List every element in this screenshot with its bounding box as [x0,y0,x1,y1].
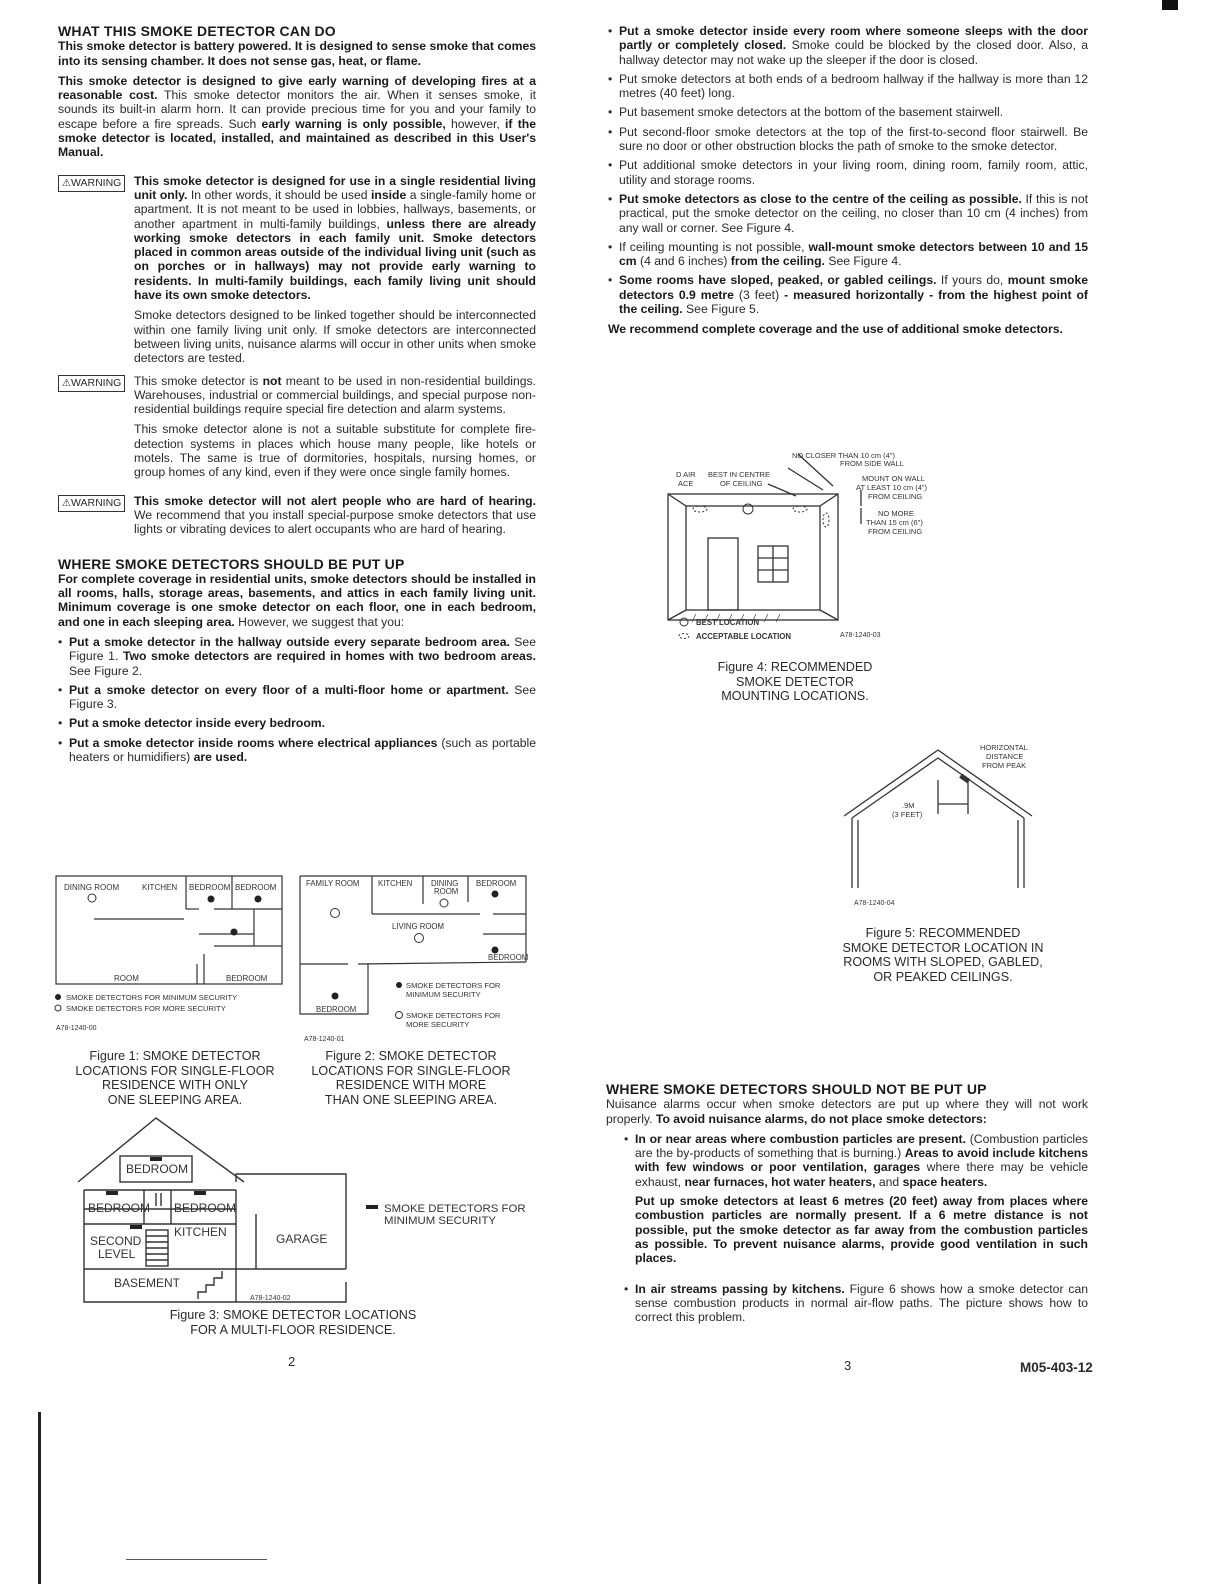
warning-label: ⚠WARNING [58,175,125,192]
figure-4-room-diagram [648,446,948,646]
fig4-label: MOUNT ON WALL [862,474,925,483]
fig2-room-label: BEDROOM [316,1005,357,1014]
fig4-label: FROM CEILING [868,527,923,536]
warning-block-residential [58,174,536,366]
warning-hearing-text: This smoke detector will not alert people who are hard of hearing. We recommend that you install special-purpose smoke detectors that use lights or vibrating devices to alert occupants who are hard of hearing. [134,493,536,537]
fig2-room-label: FAMILY ROOM [306,879,360,888]
fig1-required-detector [208,896,215,903]
section-title-can-do: WHAT THIS SMOKE DETECTOR CAN DO [58,23,336,39]
fig1-optional-detector [88,894,96,902]
list-item: • Put basement smoke detectors at the bottom of the basement stairwell. [608,105,1088,119]
fig2-optional-detector [440,899,448,907]
warning-label: ⚠WARNING [58,495,125,512]
list-item: • If ceiling mounting is not possible, wall-mount smoke detectors between 10 and 15 cm (4 and 6 inches) from the ceiling. See Figure 4. [608,240,1088,269]
fig3-room-label: BASEMENT [114,1276,181,1290]
fig4-label: NO CLOSER THAN 10 cm (4") [792,451,895,460]
caption-line: OR PEAKED CEILINGS. [873,969,1013,984]
fig3-room-label: BEDROOM [126,1162,189,1176]
page-number-left: 2 [288,1354,296,1369]
list-item: • Put a smoke detector inside every bedroom. [58,716,536,730]
list-item: • In or near areas where combustion particles are present. (Combustion particles are the by-products of something that is burning.) Areas to avoid include kitchens with few windows or poor ventilation, garages where there may be vehicle exhaust, near furnaces, hot water heaters, and space heaters. [624,1132,1088,1189]
caption-line: FOR A MULTI-FLOOR RESIDENCE. [190,1322,396,1337]
fig3-room-label: BEDROOM [174,1201,237,1215]
section-not-put-up [606,1082,1088,1329]
fig3-detector-mark [130,1225,142,1229]
figure-5-peaked-ceiling [838,738,1048,910]
fig1-room-label: DINING ROOM [64,883,120,892]
caption-line: Figure 3: SMOKE DETECTOR LOCATIONS [169,1308,417,1322]
fig1-room-label: KITCHEN [142,883,178,892]
fig5-label: DISTANCE [986,752,1024,761]
fig3-room-label: BEDROOM [88,1201,151,1215]
page-number-right: 3 [844,1358,852,1373]
fig1-legend-filled-dot [55,994,61,1000]
fig3-legend-mark [366,1205,378,1209]
caption-line: THAN ONE SLEEPING AREA. [324,1092,498,1107]
figure-2-caption [298,1049,524,1107]
avoid-list [606,1282,1088,1325]
fig4-label: BEST IN CENTRE [708,470,770,479]
caption-line: Figure 4: RECOMMENDED [717,660,873,674]
fig2-room-label: KITCHEN [378,879,413,888]
fig2-legend-more: MORE SECURITY [406,1020,470,1029]
fig2-legend-min: SMOKE DETECTORS FOR [406,981,501,990]
fig4-code: A78-1240-03 [840,632,881,639]
list-item: • Put a smoke detector inside rooms where electrical appliances (such as portable heaters or humidifiers) are used. [58,736,536,765]
figure-4-caption [700,660,890,704]
caption-line: ONE SLEEPING AREA. [107,1092,243,1107]
caption-line: ROOMS WITH SLOPED, GABLED, [843,955,1043,969]
fig2-room-label: LIVING ROOM [392,922,444,931]
fig3-detector-mark [150,1157,162,1161]
fig3-room-label: KITCHEN [174,1225,227,1239]
figure-3-caption [120,1308,466,1337]
fig5-label: HORIZONTAL [980,743,1028,752]
fig4-label: FROM CEILING [868,492,923,501]
fig2-legend-open-dot [396,1012,403,1019]
fig2-required-detector [332,993,339,1000]
list-item: • Put second-floor smoke detectors at the top of the first-to-second floor stairwell. Be sure no door or other obstruction blocks the path of smoke to the smoke detector. [608,125,1088,154]
fig4-acceptable-location [823,513,829,527]
scan-underline [126,1559,267,1560]
fig1-room-label: BEDROOM [226,974,268,983]
fig2-room-label: DINING [431,879,459,888]
fig5-label: .9M [902,801,915,810]
fig2-optional-detector [415,934,424,943]
fig4-label: FROM SIDE WALL [840,459,904,468]
paragraph-coverage: For complete coverage in residential units, smoke detectors should be installed in all rooms, halls, storage areas, basements, and attics in each family living unit. Minimum coverage is one smoke detector on each floor, one in each bedroom, and one in each sleeping area. However, we suggest that you: [58,571,536,629]
fig4-legend-best-icon [680,618,688,626]
fig3-room-label: SECOND [90,1234,142,1248]
scan-edge-line [38,1412,41,1584]
figure-2-floorplan [298,874,548,1046]
fig1-legend-open-dot [55,1005,61,1011]
placement-list-continued [608,24,1088,316]
section-title-put-up: WHERE SMOKE DETECTORS SHOULD BE PUT UP [58,555,405,572]
fig5-code: A78-1240-04 [854,900,895,907]
fig2-room-label: BEDROOM [476,879,517,888]
caption-line: Figure 1: SMOKE DETECTOR [89,1049,261,1063]
warning-triangle-icon: ⚠ [62,497,71,509]
fig2-optional-detector [331,909,340,918]
fig1-room-label: BEDROOM [189,883,231,892]
warning-triangle-icon: ⚠ [62,177,71,189]
fig1-room-label: BEDROOM [235,883,277,892]
fig4-label: ACE [678,479,694,488]
figure-1-caption [58,1049,292,1107]
list-item: • Put smoke detectors at both ends of a bedroom hallway if the hallway is more than 12 metres (40 feet) long. [608,72,1088,101]
paragraph-nuisance: Nuisance alarms occur when smoke detectors are put up where they will not work properly. To avoid nuisance alarms, do not place smoke detectors: [606,1097,1088,1126]
warning-block-hearing [58,494,536,537]
caption-line: LOCATIONS FOR SINGLE-FLOOR [75,1063,275,1078]
fig2-legend-more: SMOKE DETECTORS FOR [406,1011,501,1020]
fig4-label: AT LEAST 10 cm (4") [856,483,928,492]
fig2-room-label: BEDROOM [488,953,529,962]
warning-substitute-text: This smoke detector alone is not a suitable substitute for complete fire-detection systems in places which house many people, like hotels or motels. The same is true of dormitories, hospitals, nursing homes, or group homes of any kind, even if they were once single family homes. [134,422,536,480]
fig2-room-label: ROOM [434,887,459,896]
fig4-acceptable-location [693,506,707,512]
fig3-detector-mark [194,1191,206,1195]
warning-triangle-icon: ⚠ [62,377,71,389]
fig4-legend-acceptable-icon [679,634,689,639]
caption-line: Figure 2: SMOKE DETECTOR [325,1049,497,1063]
placement-list [58,635,536,764]
list-item: • Put a smoke detector in the hallway outside every separate bedroom area. See Figure 1. Two smoke detectors are required in homes with two bedroom areas. See Figure 2. [58,635,536,678]
caption-line: RESIDENCE WITH ONLY [101,1078,248,1092]
warning-label: ⚠WARNING [58,375,125,392]
fig4-label: OF CEILING [720,479,763,488]
figure-5-caption [830,926,1056,984]
warning-residential-text: This smoke detector is designed for use in a single residential living unit only. In other words, it should be used inside a single-family home or apartment. It is not meant to be used in lobbies, hallways, basements, or another apartment in multi-family buildings, unless there are already working smoke detectors in each family unit. Smoke detectors placed in common areas outside of the individual living unit (such as on porches or in hallways) may not provide early warning to residents. In multi-family buildings, each family living unit should have its own smoke detectors. [134,173,537,303]
fig2-legend-filled-dot [396,982,402,988]
caption-line: RESIDENCE WITH MORE [335,1078,487,1092]
warning-nonres-text: This smoke detector is not meant to be used in non-residential buildings. Warehouses, industrial or commercial buildings, and special purpose non-residential buildings require special fire detection and alarm systems. [134,373,536,417]
avoid-list [606,1132,1088,1189]
paragraph-early-warning: This smoke detector is designed to give early warning of developing fires at a reasonable cost. This smoke detector monitors the air. When it senses smoke, it sounds its built-in alarm horn. It can provide precious time for you and your family to escape before a fire spreads. Such early warning is only possible, however, if the smoke detector is located, installed, and maintained as described in this User's Manual. [58,73,536,160]
fig1-required-detector [255,896,262,903]
fig1-room-label: ROOM [114,974,139,983]
fig4-label: THAN 15 cm (6") [866,518,923,527]
left-column [58,24,536,769]
list-item: • Put a smoke detector on every floor of a multi-floor home or apartment. See Figure 3. [58,683,536,712]
fig4-label: D AIR [676,470,696,479]
fig2-legend-min: MINIMUM SECURITY [406,990,481,999]
warning-block-non-residential [58,374,536,480]
right-column [608,24,1088,343]
fig4-legend-acceptable: ACCEPTABLE LOCATION [696,632,792,641]
caption-line: MOUNTING LOCATIONS. [721,689,869,703]
fig5-label: FROM PEAK [982,761,1027,770]
document-code: M05-403-12 [1020,1360,1093,1375]
scan-corner-mark [1162,0,1178,10]
paragraph-battery: This smoke detector is battery powered. It is designed to sense smoke that comes into its sensing chamber. It does not sense gas, heat, or flame. [58,39,536,68]
fig1-legend-more: SMOKE DETECTORS FOR MORE SECURITY [66,1004,226,1013]
list-item: • Put additional smoke detectors in your living room, dining room, family room, attic, utility and storage rooms. [608,158,1088,187]
fig3-legend: MINIMUM SECURITY [384,1215,497,1227]
figure-3-house-section [76,1114,546,1308]
fig2-code: A78-1240-01 [304,1036,345,1043]
fig5-label: (3 FEET) [892,810,923,819]
caption-line: SMOKE DETECTOR LOCATION IN [842,940,1044,955]
list-item: • In air streams passing by kitchens. Figure 6 shows how a smoke detector can sense combustion products in normal air-flow paths. The picture shows how to correct this problem. [624,1282,1088,1325]
caption-line: Figure 5: RECOMMENDED [865,926,1021,940]
fig3-room-label: LEVEL [98,1247,136,1261]
figure-1-floorplan [54,874,286,1036]
list-item: • Some rooms have sloped, peaked, or gabled ceilings. If yours do, mount smoke detectors 0.9 metre (3 feet) - measured horizontally - from the highest point of the ceiling. See Figure 5. [608,273,1088,316]
caption-line: SMOKE DETECTOR [735,674,855,689]
fig1-required-detector [231,929,238,936]
fig1-code: A78-1240-00 [56,1025,97,1032]
fig3-detector-mark [106,1191,118,1195]
fig3-legend: SMOKE DETECTORS FOR [384,1203,526,1215]
list-item: • Put a smoke detector inside every room where someone sleeps with the door partly or completely closed. Smoke could be blocked by the closed door. Also, a hallway detector may not wake up the sleeper if the door is closed. [608,24,1088,67]
section-title-not-put-up: WHERE SMOKE DETECTORS SHOULD NOT BE PUT UP [606,1081,987,1097]
fig1-legend-min: SMOKE DETECTORS FOR MINIMUM SECURITY [66,993,238,1002]
list-item: • Put smoke detectors as close to the centre of the ceiling as possible. If this is not practical, put the smoke detector on the ceiling, no closer than 10 cm (4 inches) from any wall or corner. See Figure 4. [608,192,1088,235]
recommendation-text: We recommend complete coverage and the use of additional smoke detectors. [608,322,1063,337]
fig3-code: A78-1240-02 [250,1295,291,1302]
caption-line: LOCATIONS FOR SINGLE-FLOOR [311,1063,511,1078]
fig4-label: NO MORE [878,509,914,518]
fig4-legend-best: BEST LOCATION [696,618,760,627]
fig2-required-detector [492,891,499,898]
paragraph-distance: Put up smoke detectors at least 6 metres (20 feet) away from places where combustion particles are normally present. If a 6 metre distance is not possible, put the smoke detector as far away from the combustion particles as possible. To prevent nuisance alarms, provide good ventilation in such places. [635,1194,1088,1266]
warning-interconnect-text: Smoke detectors designed to be linked together should be interconnected within one family living unit only. If smoke detectors are interconnected between living units, nuisance alarms will occur in other units when smoke detectors are tested. [134,308,536,366]
fig2-required-detector [492,947,499,954]
fig3-room-label: GARAGE [276,1232,328,1246]
fig4-acceptable-location [793,506,807,512]
